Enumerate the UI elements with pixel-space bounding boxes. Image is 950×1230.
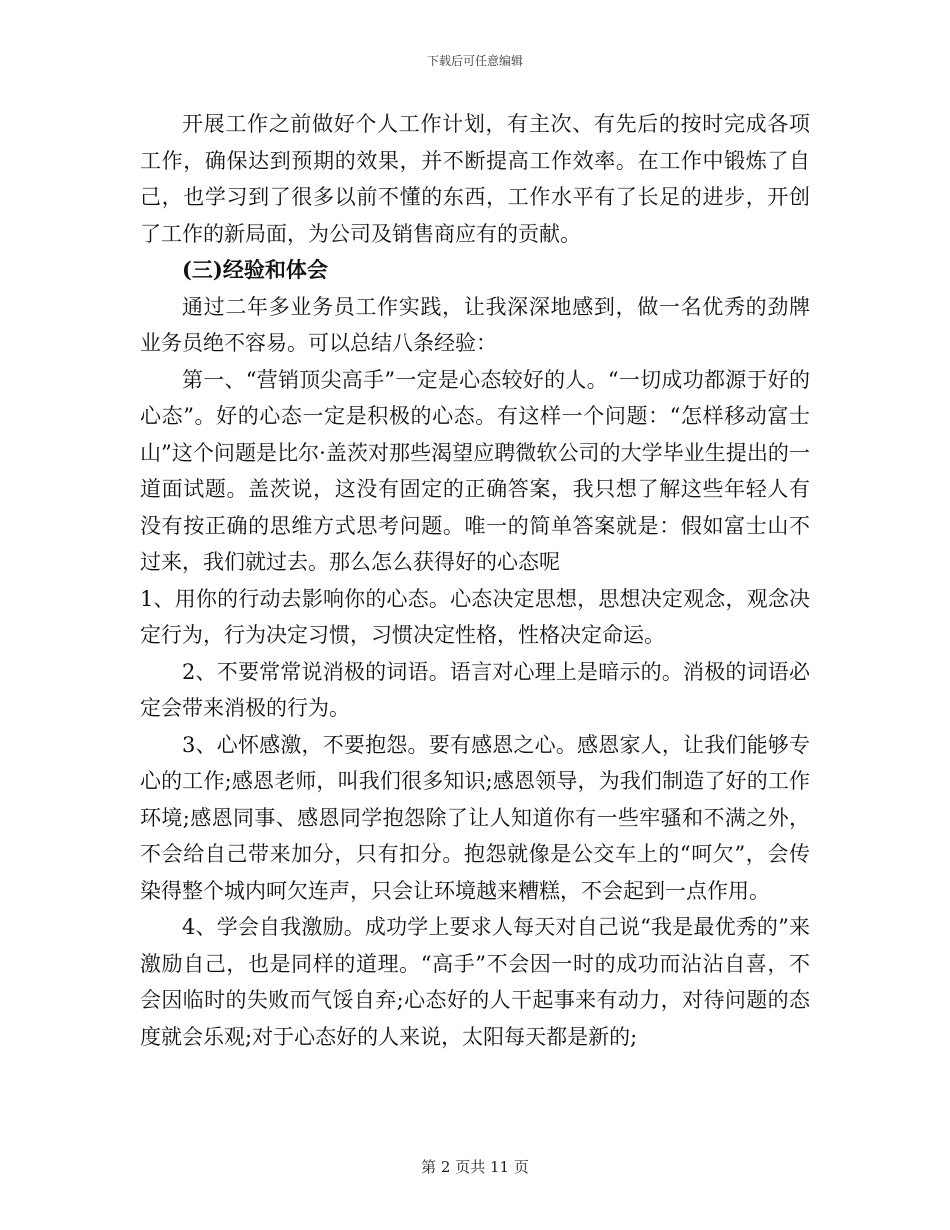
page-footer: 第 2 页共 11 页: [421, 1158, 529, 1176]
paragraph-work-summary: 开展工作之前做好个人工作计划，有主次、有先后的按时完成各项工作，确保达到预期的效果，并不断提高工作效率。在工作中锻炼了自己，也学习到了很多以前不懂的东西，工作水平有了长足的进步，开创了工作的新局面，为公司及销售商应有的贡献。: [140, 112, 810, 246]
paragraph-point-one: 第一、“营销顶尖高手”一定是心态较好的人。“一切成功都源于好的心态”。好的心态一定是积极的心态。有这样一个问题：“怎样移动富士山”这个问题是比尔·盖茨对那些渴望应聘微软公司的大学毕业生提出的一道面试题。盖茨说，这没有固定的正确答案，我只想了解这些年轻人有没有按正确的思维方式思考问题。唯一的简单答案就是：假如富士山不过来，我们就过去。那么怎么获得好的心态呢: [140, 367, 810, 574]
section-heading: (三)经验和体会: [182, 257, 328, 282]
document-body: [140, 106, 810, 1055]
paragraph-item-1: 1、用你的行动去影响你的心态。心态决定思想，思想决定观念，观念决定行为，行为决定习惯，习惯决定性格，性格决定命运。: [140, 586, 810, 647]
paragraph-intro: 通过二年多业务员工作实践，让我深深地感到，做一名优秀的劲牌业务员绝不容易。可以总结八条经验：: [140, 294, 810, 355]
paragraph-item-2: 2、不要常常说消极的词语。语言对心理上是暗示的。消极的词语必定会带来消极的行为。: [140, 659, 810, 720]
paragraph-item-4: 4、学会自我激励。成功学上要求人每天对自己说“我是最优秀的”来激励自己，也是同样的道理。“高手”不会因一时的成功而沾沾自喜，不会因临时的失败而气馁自弃;心态好的人干起事来有动力，对待问题的态度就会乐观;对于心态好的人来说，太阳每天都是新的;: [140, 915, 810, 1049]
paragraph-item-3: 3、心怀感激，不要抱怨。要有感恩之心。感恩家人，让我们能够专心的工作;感恩老师，叫我们很多知识;感恩领导，为我们制造了好的工作环境;感恩同事、感恩同学抱怨除了让人知道你有一些牢骚和不满之外，不会给自己带来加分，只有扣分。抱怨就像是公交车上的“呵欠”，会传染得整个城内呵欠连声，只会让环境越来糟糕，不会起到一点作用。: [140, 732, 810, 903]
page-header: 下载后可任意编辑: [426, 54, 523, 68]
